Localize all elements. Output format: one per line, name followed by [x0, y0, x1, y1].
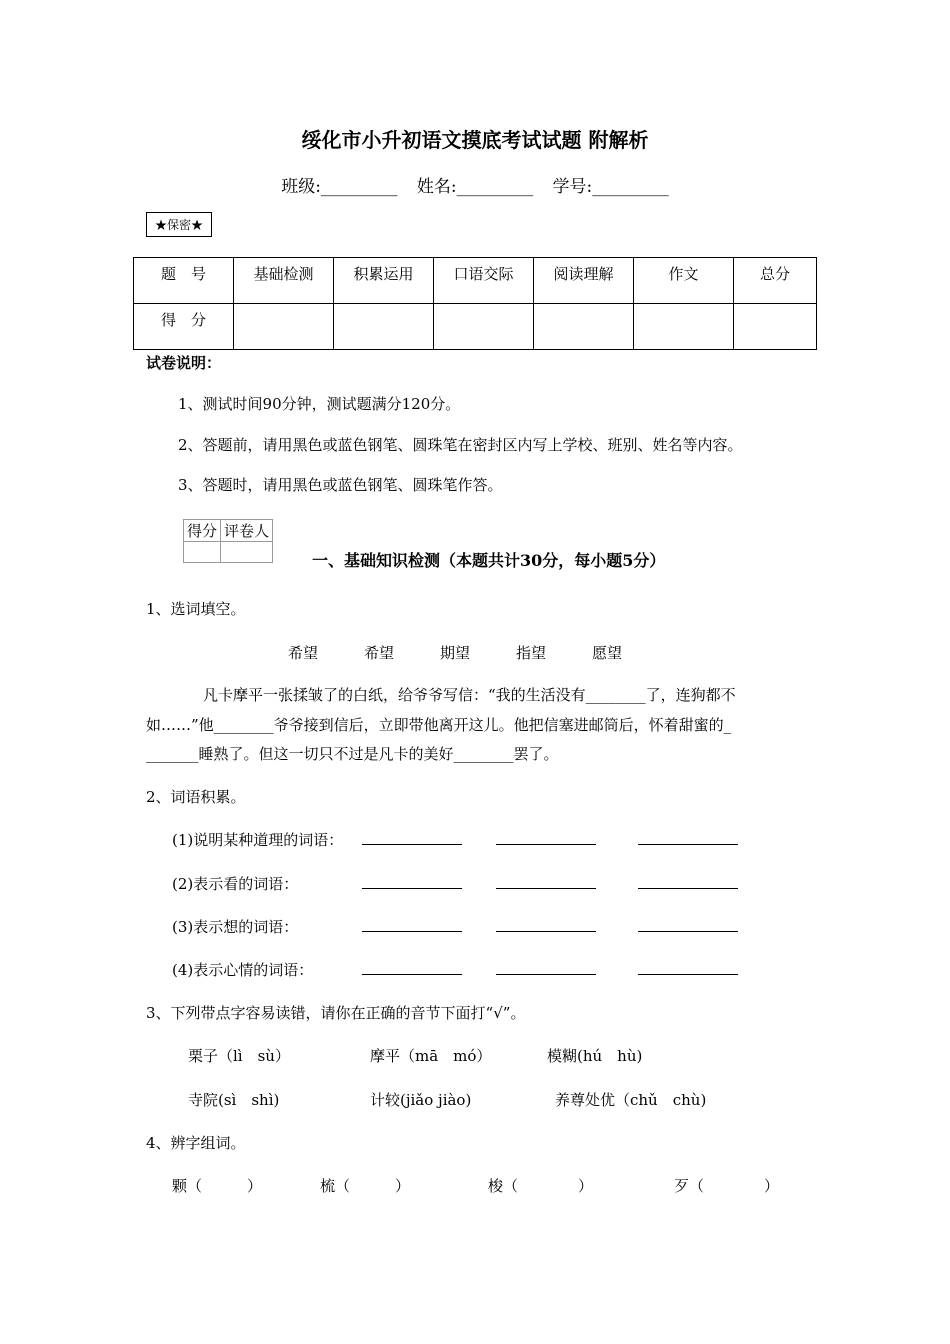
answer-blank[interactable] — [638, 930, 738, 932]
pinyin-option[interactable]: 计较(jiǎo jiào) — [370, 1091, 472, 1109]
score-cell[interactable] — [634, 304, 734, 350]
answer-blank[interactable] — [638, 843, 738, 845]
passage-line: 凡卡摩平一张揉皱了的白纸，给爷爷写信：“我的生活没有________了，连狗都不 — [203, 686, 736, 704]
question-1-label: 1、选词填空。 — [146, 600, 246, 618]
score-header-cell: 作文 — [634, 258, 734, 304]
score-header-cell: 总分 — [734, 258, 817, 304]
grader-box — [183, 519, 273, 563]
pinyin-option[interactable]: 栗子（lì sù） — [188, 1047, 290, 1065]
word-option: 指望 — [516, 644, 547, 662]
answer-blank[interactable] — [638, 973, 738, 975]
vocab-row-label: (3)表示想的词语： — [172, 918, 299, 936]
secret-badge: ★保密★ — [146, 212, 212, 237]
vocab-row-label: (1)说明某种道理的词语： — [172, 831, 344, 849]
vocab-row — [172, 959, 772, 979]
student-id-field: 学号:_________ — [552, 177, 669, 197]
pinyin-option[interactable]: 摩平（mā mó） — [370, 1047, 492, 1065]
score-header-cell: 积累运用 — [334, 258, 434, 304]
score-table-score-row — [134, 304, 817, 350]
answer-blank[interactable] — [496, 973, 596, 975]
score-row-label: 得 分 — [134, 304, 234, 350]
answer-blank[interactable] — [362, 973, 462, 975]
score-header-cell: 阅读理解 — [534, 258, 634, 304]
grader-score-cell[interactable] — [184, 542, 221, 563]
char-group-item[interactable]: 颗（ ） — [172, 1177, 263, 1195]
vocab-row — [172, 873, 772, 893]
char-group-item[interactable]: 歹（ ） — [674, 1177, 780, 1195]
instruction-item: 3、答题时，请用黑色或蓝色钢笔、圆珠笔作答。 — [178, 476, 503, 494]
section-title: 一、基础知识检测（本题共计30分，每小题5分） — [312, 551, 666, 570]
score-table — [133, 257, 817, 350]
word-option: 希望 — [364, 644, 395, 662]
word-option: 愿望 — [592, 644, 623, 662]
pinyin-option[interactable]: 模糊(hú hù) — [547, 1047, 643, 1065]
word-bank — [288, 642, 668, 663]
vocab-row — [172, 829, 772, 849]
score-cell[interactable] — [734, 304, 817, 350]
question-2-label: 2、词语积累。 — [146, 788, 246, 806]
page-title: 绥化市小升初语文摸底考试试题 附解析 — [301, 128, 649, 152]
passage-line: _______睡熟了。但这一切只不过是凡卡的美好________罢了。 — [146, 745, 559, 763]
passage-line: 如……”他________爷爷接到信后，立即带他离开这儿。他把信塞进邮筒后，怀着甜蜜的_ — [146, 716, 732, 734]
score-cell[interactable] — [534, 304, 634, 350]
answer-blank[interactable] — [496, 887, 596, 889]
answer-blank[interactable] — [362, 843, 462, 845]
vocab-row — [172, 916, 772, 936]
char-group-item[interactable]: 梳（ ） — [320, 1177, 411, 1195]
answer-blank[interactable] — [362, 887, 462, 889]
instruction-item: 1、测试时间90分钟，测试题满分120分。 — [178, 395, 461, 413]
score-header-cell: 题 号 — [134, 258, 234, 304]
pinyin-option[interactable]: 寺院(sì shì) — [188, 1091, 280, 1109]
score-table-header-row — [134, 258, 817, 304]
vocab-row-label: (4)表示心情的词语： — [172, 961, 314, 979]
score-cell[interactable] — [234, 304, 334, 350]
word-option: 期望 — [440, 644, 471, 662]
word-option: 希望 — [288, 644, 319, 662]
student-info-line — [0, 172, 950, 197]
question-4-label: 4、辨字组词。 — [146, 1134, 246, 1152]
answer-blank[interactable] — [362, 930, 462, 932]
grader-score-label: 得分 — [184, 520, 221, 542]
score-cell[interactable] — [434, 304, 534, 350]
grader-reviewer-label: 评卷人 — [221, 520, 273, 542]
char-group-item[interactable]: 梭（ ） — [488, 1177, 594, 1195]
instruction-item: 2、答题前，请用黑色或蓝色钢笔、圆珠笔在密封区内写上学校、班别、姓名等内容。 — [178, 436, 743, 454]
score-header-cell: 基础检测 — [234, 258, 334, 304]
vocab-row-label: (2)表示看的词语： — [172, 875, 299, 893]
pinyin-option[interactable]: 养尊处优（chǔ chù) — [555, 1091, 707, 1109]
answer-blank[interactable] — [638, 887, 738, 889]
question-3-label: 3、下列带点字容易读错，请你在正确的音节下面打“√”。 — [146, 1004, 526, 1022]
name-field: 姓名:_________ — [416, 177, 534, 197]
answer-blank[interactable] — [496, 930, 596, 932]
class-field: 班级:_________ — [281, 177, 398, 197]
score-cell[interactable] — [334, 304, 434, 350]
grader-reviewer-cell[interactable] — [221, 542, 273, 563]
instructions-heading: 试卷说明： — [146, 354, 222, 372]
answer-blank[interactable] — [496, 843, 596, 845]
score-header-cell: 口语交际 — [434, 258, 534, 304]
